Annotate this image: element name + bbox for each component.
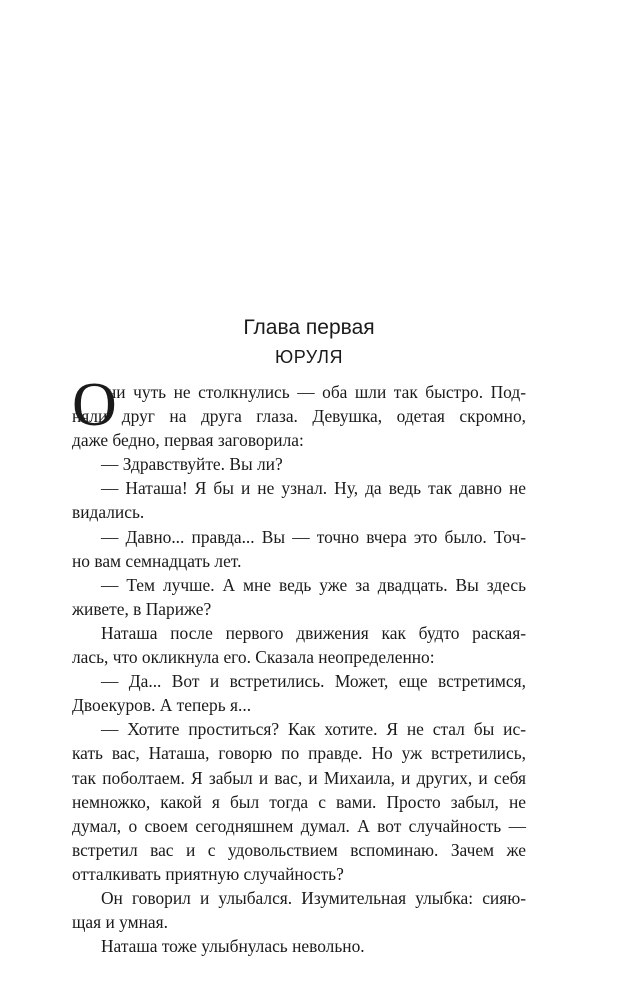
text-line: — Здравствуйте. Вы ли?	[101, 454, 283, 475]
text-line: — Наташа! Я бы и не узнал. Ну, да ведь так давно не	[101, 478, 526, 499]
text-line: Он говорил и улыбался. Изумительная улыбка: сияю-	[101, 887, 526, 908]
text-line: Двоекуров. А теперь я...	[72, 695, 252, 716]
text-line: живете, в Париже?	[72, 598, 212, 619]
text-line: видались.	[72, 502, 145, 523]
text-line: немножко, какой я был тогда с вами. Просто забыл, не	[72, 791, 526, 812]
text-line: думал, о своем сегодняшнем думал. А вот случайность —	[72, 815, 526, 836]
text-line: щая и умная.	[72, 912, 168, 933]
text-line: встретил вас и с удовольствием вспоминаю. Зачем же	[72, 839, 526, 860]
text-line: но вам семнадцать лет.	[72, 550, 242, 571]
text-line: няли друг на друга глаза. Девушка, одетая скромно,	[72, 406, 526, 427]
text-line: Наташа после первого движения как будто раская-	[101, 622, 526, 643]
text-line: лась, что окликнула его. Сказала неопределенно:	[72, 647, 435, 668]
text-line: Наташа тоже улыбнулась невольно.	[101, 936, 365, 957]
text-line: так поболтаем. Я забыл и вас, и Михаила, и других, и себя	[72, 767, 526, 788]
chapter-body	[72, 371, 526, 958]
text-line: — Давно... правда... Вы — точно вчера это было. Точ-	[101, 526, 526, 547]
text-line: даже бедно, первая заговорила:	[72, 430, 304, 451]
text-line: — Да... Вот и встретились. Может, еще встретимся,	[101, 671, 526, 692]
drop-cap: О	[72, 371, 117, 439]
chapter-title: Глава первая	[243, 316, 375, 339]
text-line: ни чуть не столкнулись — оба шли так быстро. Под-	[107, 382, 526, 402]
text-line: — Хотите проститься? Как хотите. Я не стал бы ис-	[101, 719, 526, 740]
text-line: — Тем лучше. А мне ведь уже за двадцать. Вы здесь	[101, 574, 526, 595]
chapter-subtitle: ЮРУЛЯ	[275, 347, 343, 367]
text-line: кать вас, Наташа, говорю по правде. Но уж встретились,	[72, 743, 526, 764]
text-line: отталкивать приятную случайность?	[72, 863, 344, 884]
